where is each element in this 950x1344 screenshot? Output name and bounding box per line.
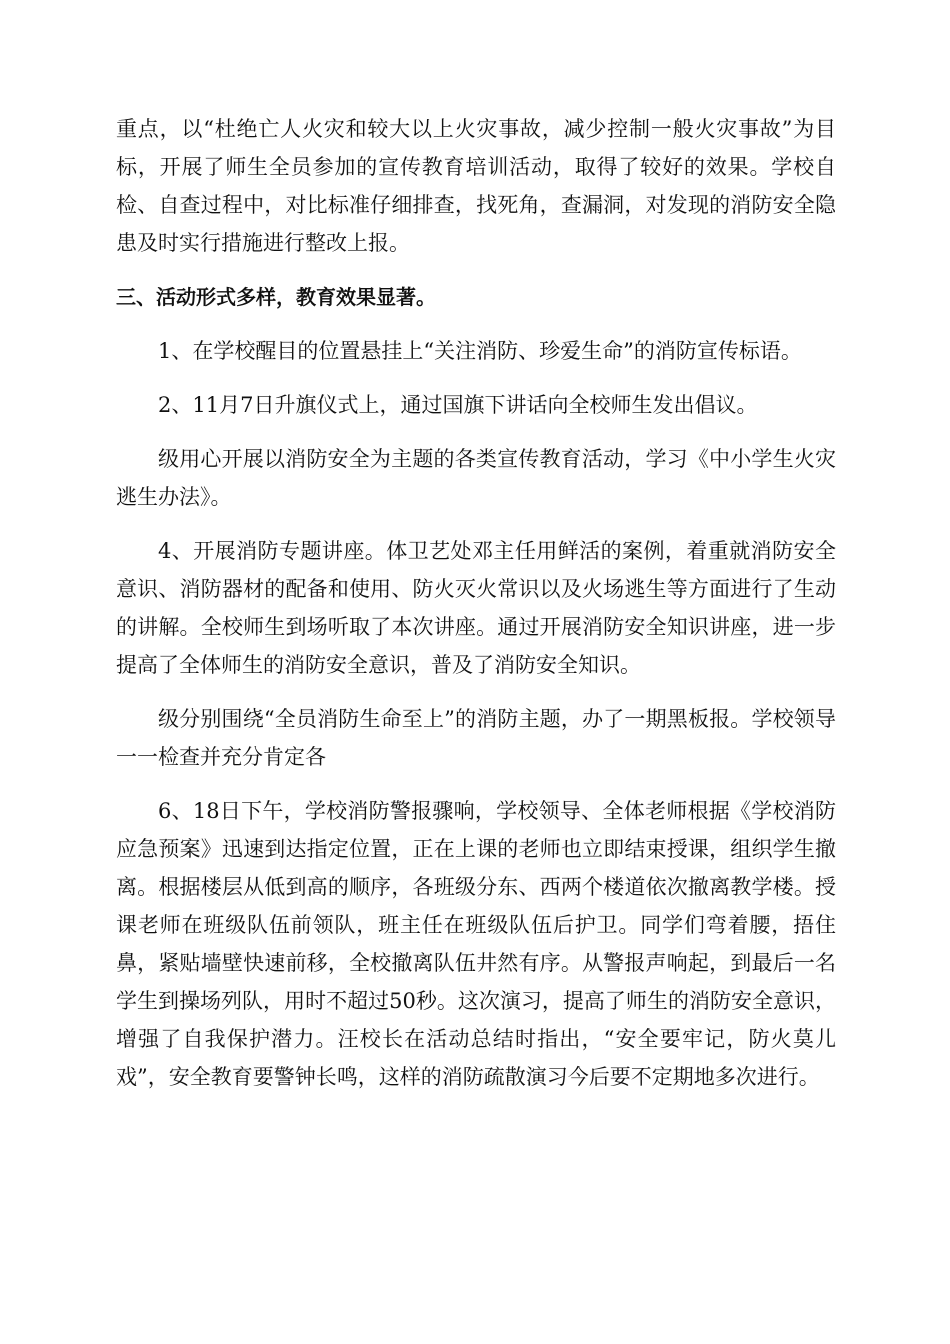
item-paragraph-4: 4、开展消防专题讲座。体卫艺处邓主任用鲜活的案例，着重就消防安全意识、消防器材的配备和使用、防火灭火常识以及火场逃生等方面进行了生动的讲解。全校师生到场听取了本次讲座。通过开展消防安全知识讲座，进一步提高了全体师生的消防安全意识，普及了消防安全知识。 bbox=[116, 539, 836, 677]
item-paragraph-1: 1、在学校醒目的位置悬挂上“关注消防、珍爱生命”的消防宣传标语。 bbox=[158, 339, 802, 363]
document-body bbox=[116, 110, 836, 1096]
section-heading: 三、活动形式多样，教育效果显著。 bbox=[116, 285, 436, 309]
item-paragraph-5: 级分别围绕“全员消防生命至上”的消防主题，办了一期黑板报。学校领导一一检查并充分肯定各 bbox=[116, 707, 836, 769]
intro-paragraph: 重点，以“杜绝亡人火灾和较大以上火灾事故，减少控制一般火灾事故”为目标，开展了师生全员参加的宣传教育培训活动，取得了较好的效果。学校自检、自查过程中，对比标准仔细排查，找死角，查漏洞，对发现的消防安全隐患及时实行措施进行整改上报。 bbox=[116, 117, 836, 255]
item-paragraph-2: 2、11月7日升旗仪式上，通过国旗下讲话向全校师生发出倡议。 bbox=[158, 393, 758, 417]
item-paragraph-6: 6、18日下午，学校消防警报骤响，学校领导、全体老师根据《学校消防应急预案》迅速到达指定位置，正在上课的老师也立即结束授课，组织学生撤离。根据楼层从低到高的顺序，各班级分东、西两个楼道依次撤离教学楼。授课老师在班级队伍前领队，班主任在班级队伍后护卫。同学们弯着腰，捂住鼻，紧贴墙壁快速前移，全校撤离队伍井然有序。从警报声响起，到最后一名学生到操场列队，用时不超过50秒。这次演习，提高了师生的消防安全意识，增强了自我保护潜力。汪校长在活动总结时指出，“安全要牢记，防火莫儿戏”，安全教育要警钟长鸣，这样的消防疏散演习今后要不定期地多次进行。 bbox=[116, 799, 836, 1089]
item-paragraph-3: 级用心开展以消防安全为主题的各类宣传教育活动，学习《中小学生火灾逃生办法》。 bbox=[116, 447, 836, 509]
